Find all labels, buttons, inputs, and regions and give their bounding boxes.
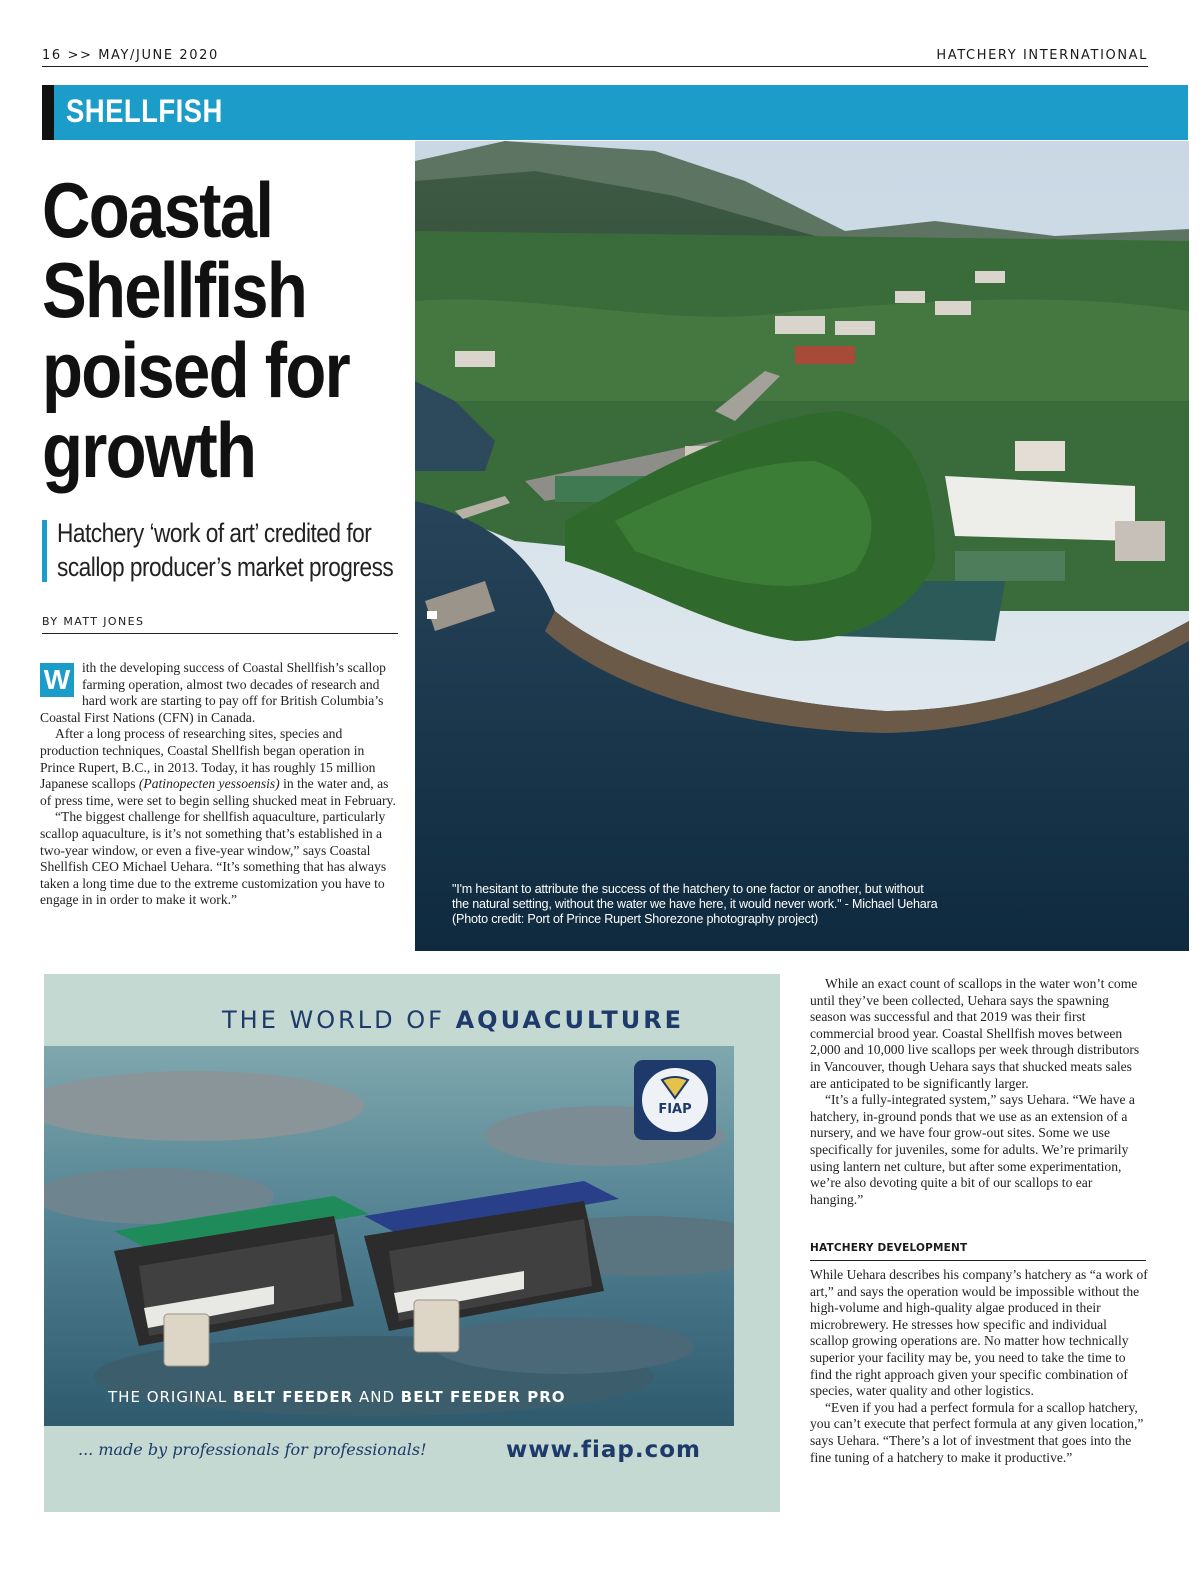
article-title — [42, 166, 369, 494]
publication-name: HATCHERY INTERNATIONAL — [936, 48, 1148, 63]
right-column-top — [810, 976, 1148, 1208]
paragraph: While Uehara describes his company’s hatchery as “a work of art,” and says the operation would be impossible without the high-volume and high-quality algae produced in their microbrewery. He stresses how specific and individual scallop growing operations are. No matter how technically superior your facility may be, you need to take the time to find the right approach given your specific combination of species, water quality and other logistics. — [810, 1267, 1148, 1399]
species-name: (Patinopecten yessoensis) — [138, 776, 280, 792]
ad-headline-bold: AQUACULTURE — [455, 1006, 685, 1034]
paragraph: “Even if you had a perfect formula for a scallop hatchery, you can’t execute that perfect formula at any given location,” says Uehara. “There’s a lot of investment that goes into the fine tuning of a hatchery to make it productive.” — [810, 1399, 1144, 1465]
drop-cap: W — [40, 663, 74, 697]
section-band-marker — [42, 85, 54, 140]
ad-product-image — [44, 1046, 734, 1426]
fiap-logo-text: FIAP — [658, 1102, 692, 1117]
title-line: Shellfish — [42, 246, 307, 334]
aerial-photo — [415, 141, 1189, 951]
ad-product-line — [108, 1388, 566, 1406]
title-line: Coastal — [42, 166, 273, 254]
intro-column — [40, 660, 398, 909]
ad-product-text: AND — [353, 1388, 401, 1406]
paragraph-text: After a long process of researching sites, species and production techniques, Coastal Shellfish began operation in Prince Rupert, B.C., in 2013. Today, it has roughly 15 million Japanese scallops — [40, 726, 376, 792]
page-info: 16 >> MAY/JUNE 2020 — [42, 48, 219, 63]
ad-website-link[interactable]: www.fiap.com — [506, 1437, 702, 1463]
photo-caption — [452, 882, 1012, 927]
paragraph-text: in the water and, as of press time, were set to begin selling shucked meat in February. — [40, 776, 396, 808]
ad-headline-light: THE WORLD OF — [222, 1006, 456, 1034]
paragraph: While an exact count of scallops in the water won’t come until they’ve been collected, Uehara says the spawning season was successful and that 2019 was their first commercial brood year. Coastal Shellfish moves between 2,000 and 10,000 live scallops per week through distributors in Vancouver, though Uehara says that shucked meats sales are anticipated to be significantly larger. — [810, 976, 1140, 1091]
deck-accent-bar — [42, 520, 47, 582]
right-column-bottom — [810, 1267, 1148, 1466]
intro-paragraph — [40, 660, 398, 726]
deck-line: scallop producer’s market progress — [57, 552, 394, 582]
paragraph — [40, 726, 398, 809]
fiap-logo-badge — [642, 1068, 708, 1132]
intro-text: ith the developing success of Coastal Shellfish’s scallop farming operation, almost two decades of research and hard work are starting to pay off for British Columbia’s Coastal First Nations (CFN) in Canada. — [40, 660, 386, 725]
ad-product-text: THE ORIGINAL — [108, 1388, 233, 1406]
ad-product-name: BELT FEEDER — [233, 1388, 354, 1406]
paragraph: “The biggest challenge for shellfish aquaculture, particularly scallop aquaculture, is it’s not something that’s established in a two-year window, or even a five-year window,” says Coastal Shellfish CEO Michael Uehara. “It’s something that has always taken a long time due to the extreme customization you have to engage in in order to make it work.” — [40, 809, 387, 908]
deck-line: Hatchery ‘work of art’ credited for — [57, 518, 372, 548]
section-subhead: HATCHERY DEVELOPMENT — [810, 1242, 1146, 1261]
fiap-advertisement[interactable] — [44, 974, 780, 1512]
caption-line: "I'm hesitant to attribute the success of the hatchery to one factor or another, but without — [452, 882, 924, 896]
ad-tagline: ... made by professionals for professionals! — [78, 1440, 427, 1459]
aerial-photo-illustration — [415, 141, 1189, 951]
ad-headline — [222, 1006, 684, 1034]
caption-line: (Photo credit: Port of Prince Rupert Shorezone photography project) — [452, 912, 819, 926]
running-header — [42, 46, 1148, 67]
paragraph: “It’s a fully-integrated system,” says Uehara. “We have a hatchery, in-ground ponds that we use as an extension of a nursery, and we have four grow-out sites. Some we use specifically for juveniles, some for adults. We’re primarily using lantern net culture, but after some experimentation, we’re also devoting quite a bit of our scallops to ear hanging.” — [810, 1092, 1135, 1207]
fiap-logo — [634, 1060, 716, 1140]
section-label: SHELLFISH — [66, 93, 223, 129]
fiap-logo-icon — [660, 1076, 690, 1100]
article-deck — [57, 516, 410, 584]
ad-product-name: BELT FEEDER PRO — [400, 1388, 566, 1406]
section-band — [42, 85, 1188, 140]
byline: BY MATT JONES — [42, 615, 398, 634]
title-line: growth — [42, 406, 256, 494]
caption-line: the natural setting, without the water we have here, it would never work." - Michael Uehara — [452, 897, 938, 911]
title-line: poised for — [42, 326, 350, 414]
